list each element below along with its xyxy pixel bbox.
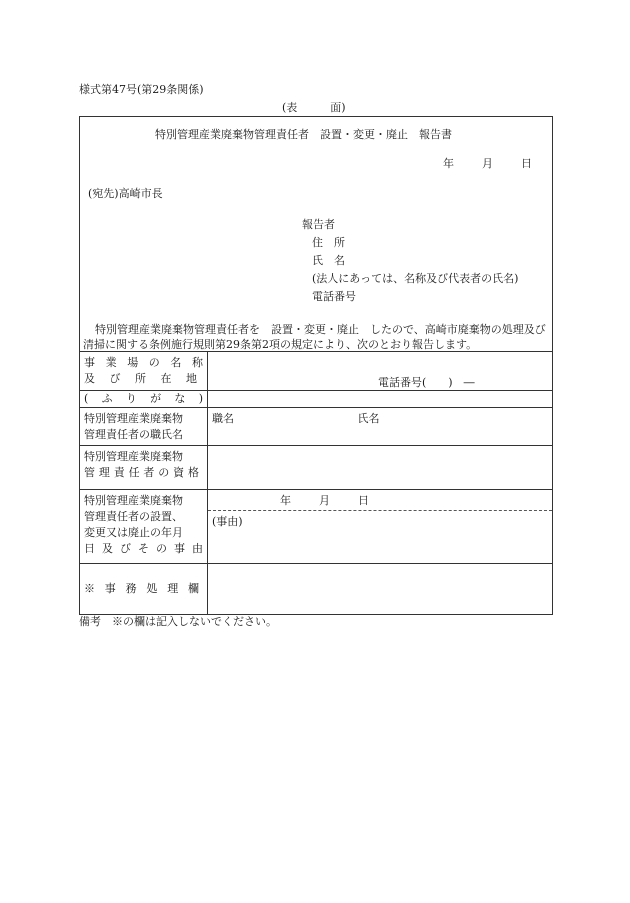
furigana-value-cell[interactable] <box>208 391 553 408</box>
change-row <box>80 490 553 564</box>
business-label-line2: 及び所在地 <box>84 372 197 385</box>
furigana-row <box>80 391 553 408</box>
face-label: (表 面) <box>282 101 346 114</box>
business-label <box>80 352 208 391</box>
qualification-label-line1: 特別管理産業廃棄物 <box>84 450 183 463</box>
business-row <box>80 352 553 391</box>
change-value-cell[interactable] <box>208 490 553 564</box>
change-date-day: 日 <box>358 494 369 507</box>
document-title: 特別管理産業廃棄物管理責任者 設置・変更・廃止 報告書 <box>155 128 452 141</box>
office-use-label <box>80 564 208 615</box>
addressee: (宛先)高崎市長 <box>88 187 163 200</box>
date-day: 日 <box>521 157 532 170</box>
change-date-month: 月 <box>319 494 330 507</box>
report-date[interactable] <box>443 155 532 171</box>
manager-label-line1: 特別管理産業廃棄物 <box>84 412 183 425</box>
change-label-line1: 特別管理産業廃棄物 <box>84 494 183 507</box>
manager-row <box>80 408 553 446</box>
manager-name-label: 氏名 <box>357 412 380 425</box>
office-use-row <box>80 564 553 615</box>
manager-label <box>80 408 208 446</box>
reporter-address-field[interactable]: 住 所 <box>312 236 345 249</box>
manager-position-label: 職名 <box>212 412 234 425</box>
reporter-phone-field[interactable]: 電話番号 <box>312 290 356 303</box>
date-year: 年 <box>443 157 454 170</box>
reporter-corporate-note: (法人にあっては、名称及び代表者の氏名) <box>312 272 519 285</box>
change-label-line4: 日及びその事由 <box>84 542 203 555</box>
change-label-line3: 変更又は廃止の年月 <box>84 526 183 539</box>
change-date-year: 年 <box>280 494 291 507</box>
reporter-name-field[interactable]: 氏 名 <box>312 254 345 267</box>
change-label-line2: 管理責任者の設置、 <box>84 510 183 523</box>
change-label <box>80 490 208 564</box>
manager-value-cell[interactable] <box>208 408 553 446</box>
qualification-label-line2: 管理責任者の資格 <box>84 466 199 479</box>
qualification-label <box>80 446 208 490</box>
manager-label-line2: 管理責任者の職氏名 <box>84 428 183 441</box>
remark-note: 備考 ※の欄は記入しないでください。 <box>79 615 277 628</box>
date-month: 月 <box>482 157 493 170</box>
business-value-cell[interactable] <box>208 352 553 391</box>
change-reason-field[interactable]: (事由) <box>212 515 243 528</box>
furigana-label <box>80 391 208 408</box>
qualification-value-cell[interactable] <box>208 446 553 490</box>
reporter-block <box>302 216 518 306</box>
business-label-line1: 事業場の名称 <box>84 356 203 369</box>
reporter-heading: 報告者 <box>302 218 335 231</box>
furigana-label-text: (ふりがな) <box>84 392 203 405</box>
business-phone-field[interactable]: 電話番号( ) ― <box>378 376 475 389</box>
change-date-field[interactable] <box>208 492 552 511</box>
report-table <box>79 351 553 615</box>
office-use-label-text: ※事務処理欄 <box>84 582 199 595</box>
report-body-text: 特別管理産業廃棄物管理責任者を 設置・変更・廃止 したので、高崎市廃棄物の処理及び清掃に関する条例施行規則第29条第2項の規定により、次のとおり報告します。 <box>83 323 546 351</box>
office-use-value-cell <box>208 564 553 615</box>
qualification-row <box>80 446 553 490</box>
form-number: 様式第47号(第29条関係) <box>79 83 204 96</box>
